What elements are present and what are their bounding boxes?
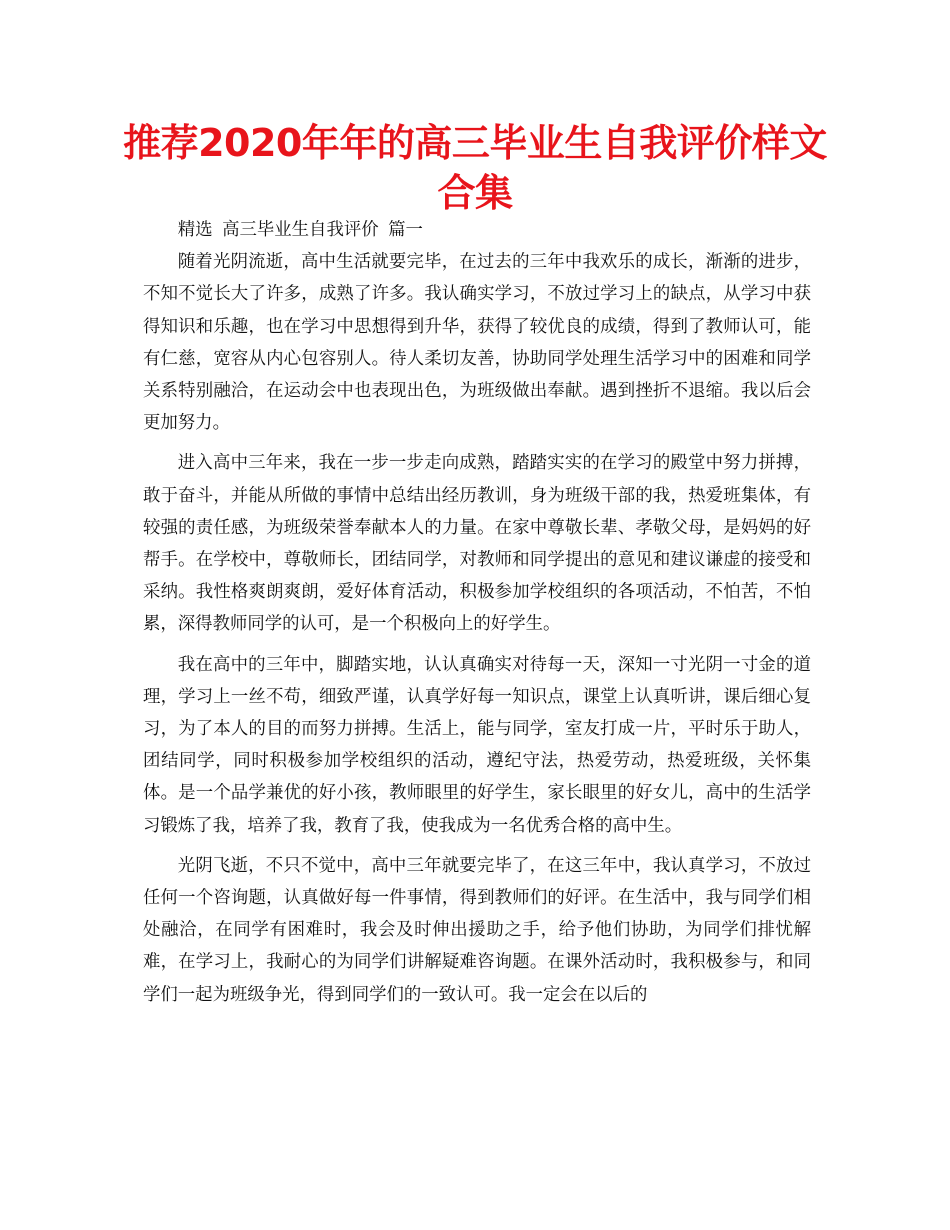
paragraph-1: 随着光阴流逝，高中生活就要完毕，在过去的三年中我欢乐的成长，渐渐的进步，不知不觉长大了许多，成熟了许多。我认确实学习，不放过学习上的缺点，从学习中获得知识和乐趣，也在学习中思想得到升华，获得了较优良的成绩，得到了教师认可，能有仁慈，宽容从内心包容别人。待人柔切友善，协助同学处理生活学习中的困难和同学关系特别融洽，在运动会中也表现出色，为班级做出奉献。遇到挫折不退缩。我以后会更加努力。 <box>143 252 811 434</box>
section-subheading: 精选 高三毕业生自我评价 篇一 <box>177 220 423 240</box>
paragraph-2: 进入高中三年来，我在一步一步走向成熟，踏踏实实的在学习的殿堂中努力拼搏，敢于奋斗，并能从所做的事情中总结出经历教训，身为班级干部的我，热爱班集体，有较强的责任感，为班级荣誉奉献本人的力量。在家中尊敬长辈、孝敬父母，是妈妈的好帮手。在学校中，尊敬师长，团结同学，对教师和同学提出的意见和建议谦虚的接受和采纳。我性格爽朗爽朗，爱好体育活动，积极参加学校组织的各项活动，不怕苦，不怕累，深得教师同学的认可，是一个积极向上的好学生。 <box>143 453 811 635</box>
document-body <box>143 214 811 1019</box>
paragraph-3: 我在高中的三年中，脚踏实地，认认真确实对待每一天，深知一寸光阴一寸金的道理，学习上一丝不苟，细致严谨，认真学好每一知识点，课堂上认真听讲，课后细心复习，为了本人的目的而努力拼搏。生活上，能与同学，室友打成一片，平时乐于助人，团结同学，同时积极参加学校组织的活动，遵纪守法，热爱劳动，热爱班级，关怀集体。是一个品学兼优的好小孩，教师眼里的好学生，家长眼里的好女儿，高中的生活学习锻炼了我，培养了我，教育了我，使我成为一名优秀合格的高中生。 <box>143 654 811 836</box>
paragraph-4: 光阴飞逝，不只不觉中，高中三年就要完毕了，在这三年中，我认真学习，不放过任何一个咨询题，认真做好每一件事情，得到教师们的好评。在生活中，我与同学们相处融洽，在同学有困难时，我会及时伸出援助之手，给予他们协助，为同学们排忧解难，在学习上，我耐心的为同学们讲解疑难咨询题。在课外活动时，我积极参与，和同学们一起为班级争光，得到同学们的一致认可。我一定会在以后的 <box>143 855 811 1005</box>
document-title: 推荐2020年年的高三毕业生自我评价样文合集 <box>123 121 827 215</box>
